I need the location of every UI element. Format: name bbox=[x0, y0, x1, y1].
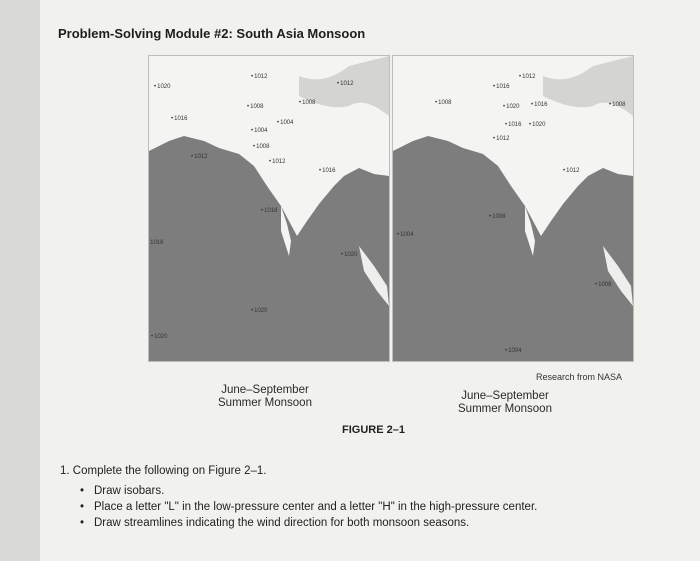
isobar-value: • 1008 bbox=[609, 102, 625, 108]
isobar-value: • 1016 bbox=[531, 102, 547, 108]
isobar-value: • 1012 bbox=[337, 81, 353, 87]
isobar-value: • 1004 bbox=[251, 128, 267, 134]
instruction-list bbox=[80, 484, 640, 532]
isobar-value: • 1004 bbox=[505, 348, 521, 354]
map-right bbox=[392, 55, 634, 362]
isobar-value: • 1008 bbox=[247, 104, 263, 110]
map-caption-left bbox=[205, 384, 325, 410]
isobar-value: • 1008 bbox=[595, 282, 611, 288]
map-caption-right bbox=[445, 390, 565, 416]
question-text: 1. Complete the following on Figure 2–1. bbox=[60, 465, 267, 477]
worksheet-page bbox=[40, 0, 700, 561]
isobar-value: • 1020 bbox=[503, 104, 519, 110]
list-item: • Draw streamlines indicating the wind direction for both monsoon seasons. bbox=[80, 516, 640, 530]
isobar-value: • 1008 bbox=[299, 100, 315, 106]
page-title: Problem-Solving Module #2: South Asia Monsoon bbox=[58, 26, 366, 41]
isobar-value: • 1012 bbox=[519, 74, 535, 80]
caption-line: June–September bbox=[221, 384, 309, 396]
isobar-value: • 1016 bbox=[505, 122, 521, 128]
isobar-value: • 1012 bbox=[563, 168, 579, 174]
land-shape bbox=[393, 56, 633, 361]
isobar-value: • 1020 bbox=[341, 252, 357, 258]
isobar-value: • 1012 bbox=[191, 154, 207, 160]
caption-line: Summer Monsoon bbox=[458, 403, 552, 415]
image-credit: Research from NASA bbox=[536, 372, 623, 382]
isobar-value: • 1012 bbox=[269, 159, 285, 165]
isobar-value: • 1008 bbox=[253, 144, 269, 150]
isobar-value: • 1020 bbox=[251, 308, 267, 314]
isobar-value: • 1020 bbox=[154, 84, 170, 90]
isobar-value: • 1004 bbox=[277, 120, 293, 126]
isobar-value: • 1016 bbox=[171, 116, 187, 122]
isobar-value: • 1020 bbox=[151, 334, 167, 340]
isobar-value: • 1012 bbox=[493, 136, 509, 142]
isobar-value: • 1016 bbox=[261, 208, 277, 214]
map-left bbox=[148, 55, 390, 362]
list-item: • Place a letter "L" in the low-pressure center and a letter "H" in the high-pressure center. bbox=[80, 500, 640, 514]
list-item: • Draw isobars. bbox=[80, 484, 640, 498]
caption-line: June–September bbox=[461, 390, 549, 402]
isobar-value: • 1008 bbox=[435, 100, 451, 106]
isobar-value: • 1008 bbox=[489, 214, 505, 220]
isobar-value: • 1004 bbox=[397, 232, 413, 238]
isobar-value: • 1020 bbox=[529, 122, 545, 128]
isobar-value: • 1016 bbox=[148, 240, 163, 246]
caption-line: Summer Monsoon bbox=[218, 397, 312, 409]
isobar-value: • 1016 bbox=[493, 84, 509, 90]
isobar-value: • 1012 bbox=[251, 74, 267, 80]
figure-label: FIGURE 2–1 bbox=[342, 424, 405, 436]
isobar-value: • 1016 bbox=[319, 168, 335, 174]
